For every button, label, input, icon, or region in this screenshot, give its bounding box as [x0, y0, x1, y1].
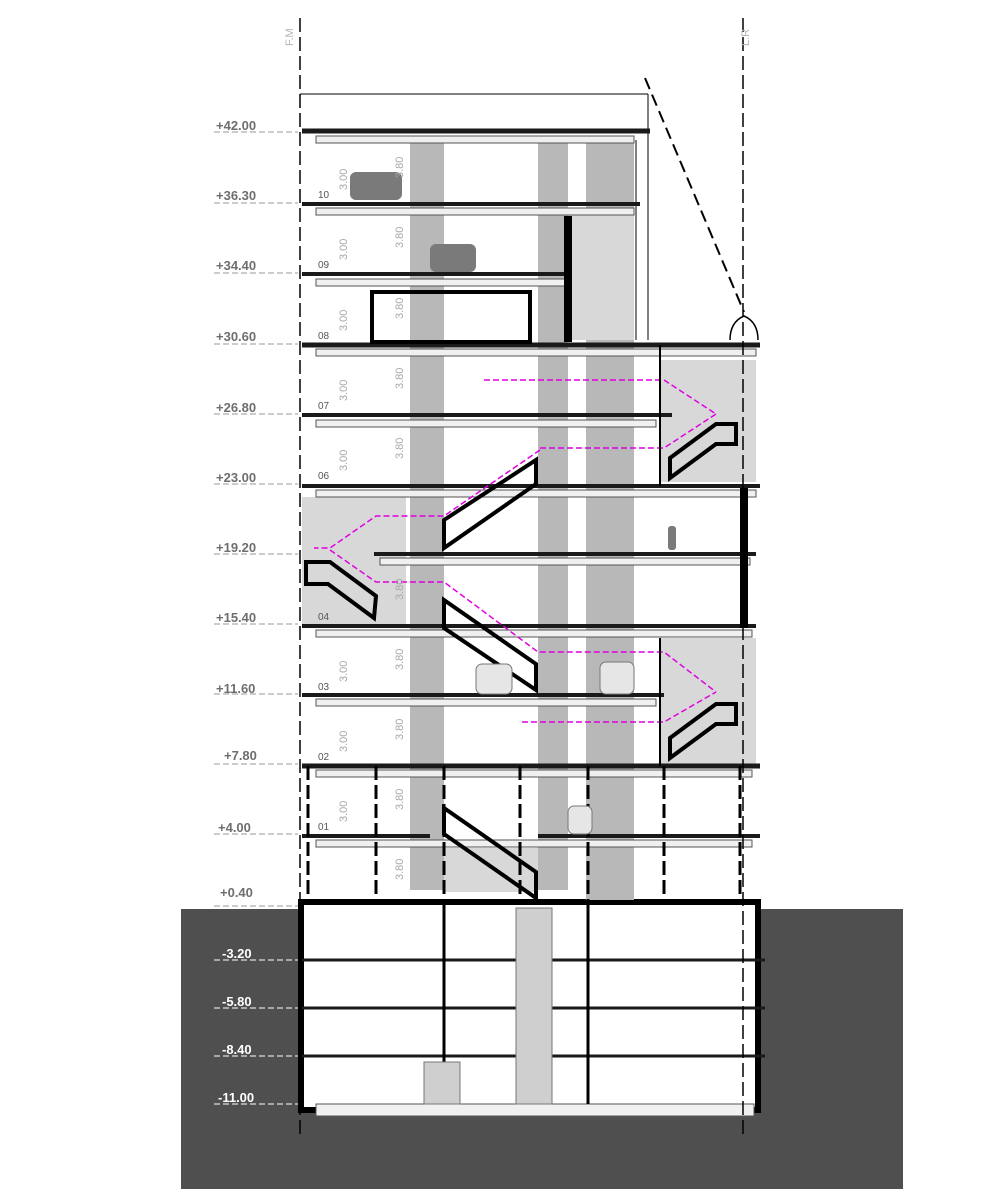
floor-number: 06	[318, 471, 330, 482]
level-label: +19.20	[216, 540, 257, 555]
level-label: +30.60	[216, 329, 257, 344]
floor-number: 04	[318, 612, 330, 623]
axis-label-right: L.R	[740, 28, 752, 46]
axis-label-left: F.M	[284, 28, 296, 46]
floor-number: 03	[318, 682, 330, 693]
level-label-below: -5.80	[222, 994, 252, 1009]
floor-number: 10	[318, 190, 330, 201]
level-label-below: -8.40	[222, 1042, 252, 1057]
room-height-label: 3.80	[394, 226, 406, 248]
room-height-label: 3.80	[394, 648, 406, 670]
floor-number: 07	[318, 401, 330, 412]
level-label: +11.60	[216, 681, 256, 696]
level-label: +7.80	[224, 748, 257, 763]
level-label: +23.00	[216, 470, 257, 485]
level-label: +42.00	[216, 118, 257, 133]
level-label-below: -3.20	[222, 946, 252, 961]
room-height-label: 3.80	[394, 858, 406, 880]
level-label: +0.40	[220, 885, 253, 900]
floor-number: 08	[318, 331, 330, 342]
floor-number: 09	[318, 260, 330, 271]
room-height-label: 3.80	[394, 788, 406, 810]
level-label: +34.40	[216, 258, 257, 273]
level-label: +36.30	[216, 188, 257, 203]
room-height-label: 3.80	[394, 156, 406, 178]
room-height-label: 3.00	[338, 449, 350, 471]
room-height-label: 3.80	[394, 367, 406, 389]
level-label: +15.40	[216, 610, 257, 625]
room-height-label: 3.00	[338, 730, 350, 752]
level-lines	[214, 132, 298, 906]
room-height-label: 3.00	[338, 238, 350, 260]
room-height-label: 3.00	[338, 168, 350, 190]
level-label: +26.80	[216, 400, 257, 415]
level-label-below: -11.00	[218, 1090, 255, 1105]
floor-number: 01	[318, 822, 330, 833]
room-height-label: 3.80	[394, 578, 406, 600]
room-height-label: 3.00	[338, 800, 350, 822]
room-height-label: 3.00	[338, 660, 350, 682]
room-height-label: 3.80	[394, 437, 406, 459]
room-height-label: 3.80	[394, 718, 406, 740]
room-height-label: 3.00	[338, 379, 350, 401]
level-label: +4.00	[218, 820, 251, 835]
room-height-label: 3.80	[394, 297, 406, 319]
room-height-label: 3.00	[338, 309, 350, 331]
floor-number: 02	[318, 752, 330, 763]
